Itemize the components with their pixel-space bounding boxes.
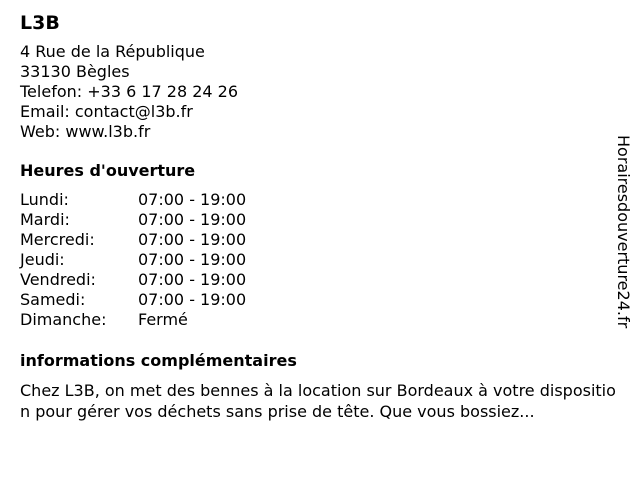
- email-line: Email: contact@l3b.fr: [20, 102, 193, 121]
- web-line: Web: www.l3b.fr: [20, 122, 151, 141]
- hours-row: [20, 250, 620, 270]
- hours-time: 07:00 - 19:00: [138, 290, 247, 309]
- hours-row: [20, 190, 620, 210]
- phone-line: Telefon: +33 6 17 28 24 26: [20, 82, 239, 101]
- hours-row: [20, 210, 620, 230]
- business-card: [20, 10, 620, 422]
- info-title: informations complémentaires: [20, 351, 297, 370]
- info-description: Chez L3B, on met des bennes à la location sur Bordeaux à votre disposition pour gérer vos déchets sans prise de tête. Que vous bossiez...: [20, 381, 616, 421]
- hours-day: Mardi:: [20, 210, 70, 229]
- hours-row: [20, 310, 620, 330]
- hours-day: Jeudi:: [20, 250, 65, 269]
- hours-row: [20, 290, 620, 310]
- hours-row: [20, 230, 620, 250]
- hours-day: Dimanche:: [20, 310, 107, 329]
- hours-day: Lundi:: [20, 190, 69, 209]
- site-watermark: Horairesdouverture24.fr: [614, 135, 633, 329]
- address-street: 4 Rue de la République: [20, 42, 205, 61]
- hours-table: [20, 190, 620, 330]
- hours-time: 07:00 - 19:00: [138, 230, 247, 249]
- hours-time: 07:00 - 19:00: [138, 270, 247, 289]
- hours-row: [20, 270, 620, 290]
- hours-time: Fermé: [138, 310, 188, 329]
- hours-time: 07:00 - 19:00: [138, 190, 247, 209]
- address-city: 33130 Bègles: [20, 62, 130, 81]
- hours-time: 07:00 - 19:00: [138, 210, 247, 229]
- hours-day: Samedi:: [20, 290, 86, 309]
- hours-title: Heures d'ouverture: [20, 161, 196, 180]
- hours-day: Mercredi:: [20, 230, 95, 249]
- hours-day: Vendredi:: [20, 270, 96, 289]
- hours-time: 07:00 - 19:00: [138, 250, 247, 269]
- business-name: L3B: [20, 12, 60, 34]
